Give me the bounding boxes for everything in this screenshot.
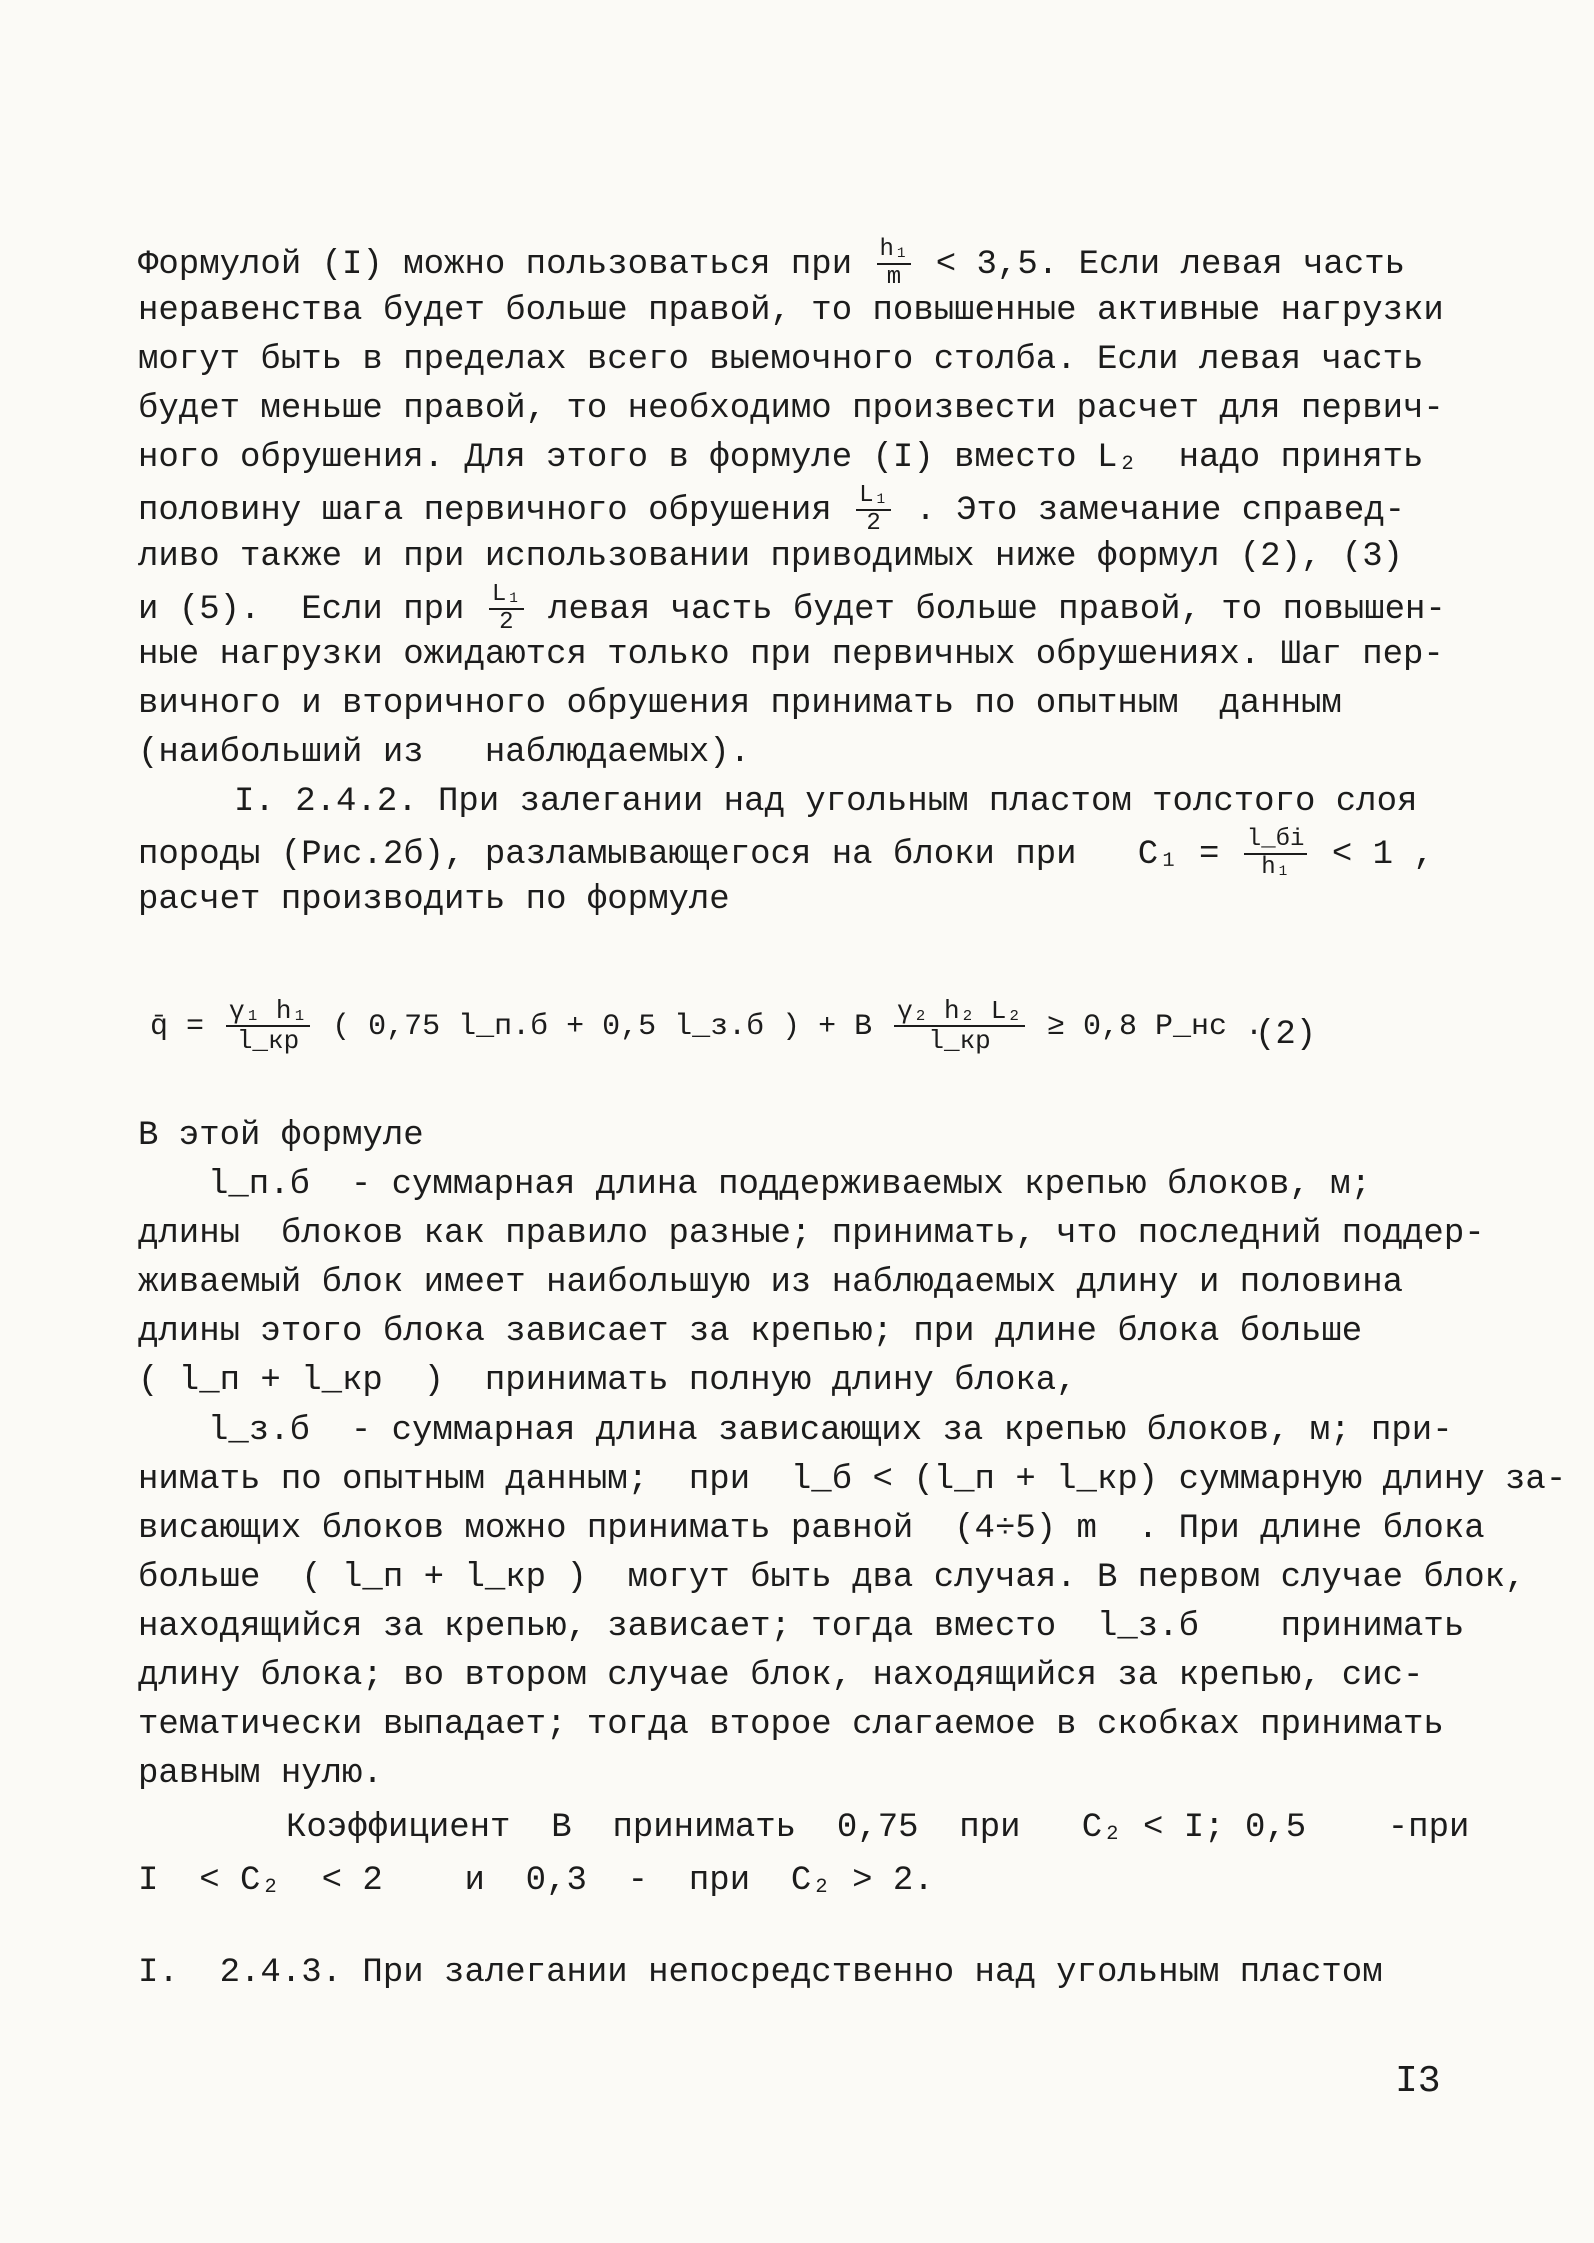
fraction-numerator: l_бi [1244,828,1308,855]
fraction-denominator: 2 [499,609,514,636]
fraction-numerator: γ₂ h₂ L₂ [894,998,1025,1027]
coef-line-2: I < C₂ < 2 и 0,3 - при C₂ > 2. [138,1862,934,1900]
fraction-denominator: h₁ [1261,854,1290,881]
p1-line-5: ного обрушения. Для этого в формуле (I) вместо L₂ надо принять [138,439,1424,477]
formula-fraction-1 [226,998,310,1054]
p1-line-2: неравенства будет больше правой, то повышенные активные нагрузки [138,292,1444,330]
fraction-lbi-h1 [1244,828,1308,880]
p1-line-1 [138,238,1405,290]
fraction-L1-2 [489,583,524,635]
p1-line-8 [138,583,1446,635]
formula-2 [150,998,1263,1054]
text: левая часть будет больше правой, то повышен- [548,590,1446,629]
page-number: I3 [1395,2060,1441,2103]
def2-line-7: тематически выпадает; тогда второе слагаемое в скобках принимать [138,1706,1444,1744]
p1-line-10: вичного и вторичного обрушения принимать по опытным данным [138,685,1342,723]
fraction-denominator: m [886,264,902,291]
formula-rhs: ≥ 0,8 P_нс . [1047,1009,1264,1044]
s242-line-3: расчет производить по формуле [138,881,730,919]
def1-line-4: длины этого блока зависает за крепью; при длине блока больше [138,1313,1363,1351]
text: < 3,5. Если левая часть [935,245,1406,284]
fraction-h1-m [877,238,912,290]
fraction-numerator: L₁ [489,583,524,610]
text: < 1 , [1331,835,1434,874]
fraction-numerator: h₁ [877,238,912,265]
text: . Это замечание справед- [915,491,1406,530]
def2-line-8: равным нулю. [138,1755,383,1793]
formula-lhs: q̄ = [150,1009,205,1044]
def1-line-3: живаемый блок имеет наибольшую из наблюдаемых длину и половина [138,1264,1404,1302]
formula-middle: ( 0,75 l_п.б + 0,5 l_з.б ) + B [332,1009,873,1044]
fraction-numerator: L₁ [856,484,891,511]
fraction-denominator: 2 [866,510,881,537]
def1-line-5: ( l_п + l_кр ) принимать полную длину блока, [138,1362,1077,1400]
p1-line-7: ливо также и при использовании приводимых ниже формул (2), (3) [138,538,1404,576]
def2-line-1: l_з.б - суммарная длина зависающих за крепью блоков, м; при- [208,1412,1453,1450]
s243-line-1: I. 2.4.3. При залегании непосредственно над угольным пластом [138,1954,1383,1992]
fraction-denominator: l_кр [236,1026,300,1056]
text: Формулой (I) можно пользоваться при [138,245,853,284]
p1-line-6 [138,484,1405,536]
text: породы (Рис.2б), разламывающегося на блоки при C₁ = [138,835,1220,874]
p1-line-4: будет меньше правой, то необходимо произвести расчет для первич- [138,390,1444,428]
fraction-denominator: l_кр [928,1026,991,1056]
p1-line-3: могут быть в пределах всего выемочного столба. Если левая часть [138,341,1424,379]
s242-line-1: I. 2.4.2. При залегании над угольным пластом толстого слоя [234,783,1418,821]
p1-line-9: ные нагрузки ожидаются только при первичных обрушениях. Шаг пер- [138,636,1444,674]
text: половину шага первичного обрушения [138,491,832,530]
s242-line-2 [138,828,1434,880]
def2-line-2: нимать по опытным данным; при l_б < (l_п + l_кр) суммарную длину за- [138,1461,1567,1499]
fraction-numerator: γ₁ h₁ [226,998,310,1027]
def2-line-6: длину блока; во втором случае блок, находящийся за крепью, сис- [138,1657,1424,1695]
p1-line-11: (наибольший из наблюдаемых). [138,734,751,772]
def-intro: В этой формуле [138,1117,424,1155]
def2-line-3: висающих блоков можно принимать равной (4÷5) m . При длине блока [138,1510,1485,1548]
equation-number: (2) [1255,1016,1317,1054]
formula-fraction-2 [894,998,1025,1054]
fraction-L1-2 [856,484,891,536]
def2-line-4: больше ( l_п + l_кр ) могут быть два случая. В первом случае блок, [138,1559,1526,1597]
text: и (5). Если при [138,590,465,629]
def2-line-5: находящийся за крепью, зависает; тогда вместо l_з.б принимать [138,1608,1465,1646]
coef-line-1: Коэффициент B принимать 0,75 при C₂ < I; 0,5 -при [286,1809,1470,1847]
def1-line-1: l_п.б - суммарная длина поддерживаемых крепью блоков, м; [208,1166,1371,1204]
def1-line-2: длины блоков как правило разные; принимать, что последний поддер- [138,1215,1485,1253]
